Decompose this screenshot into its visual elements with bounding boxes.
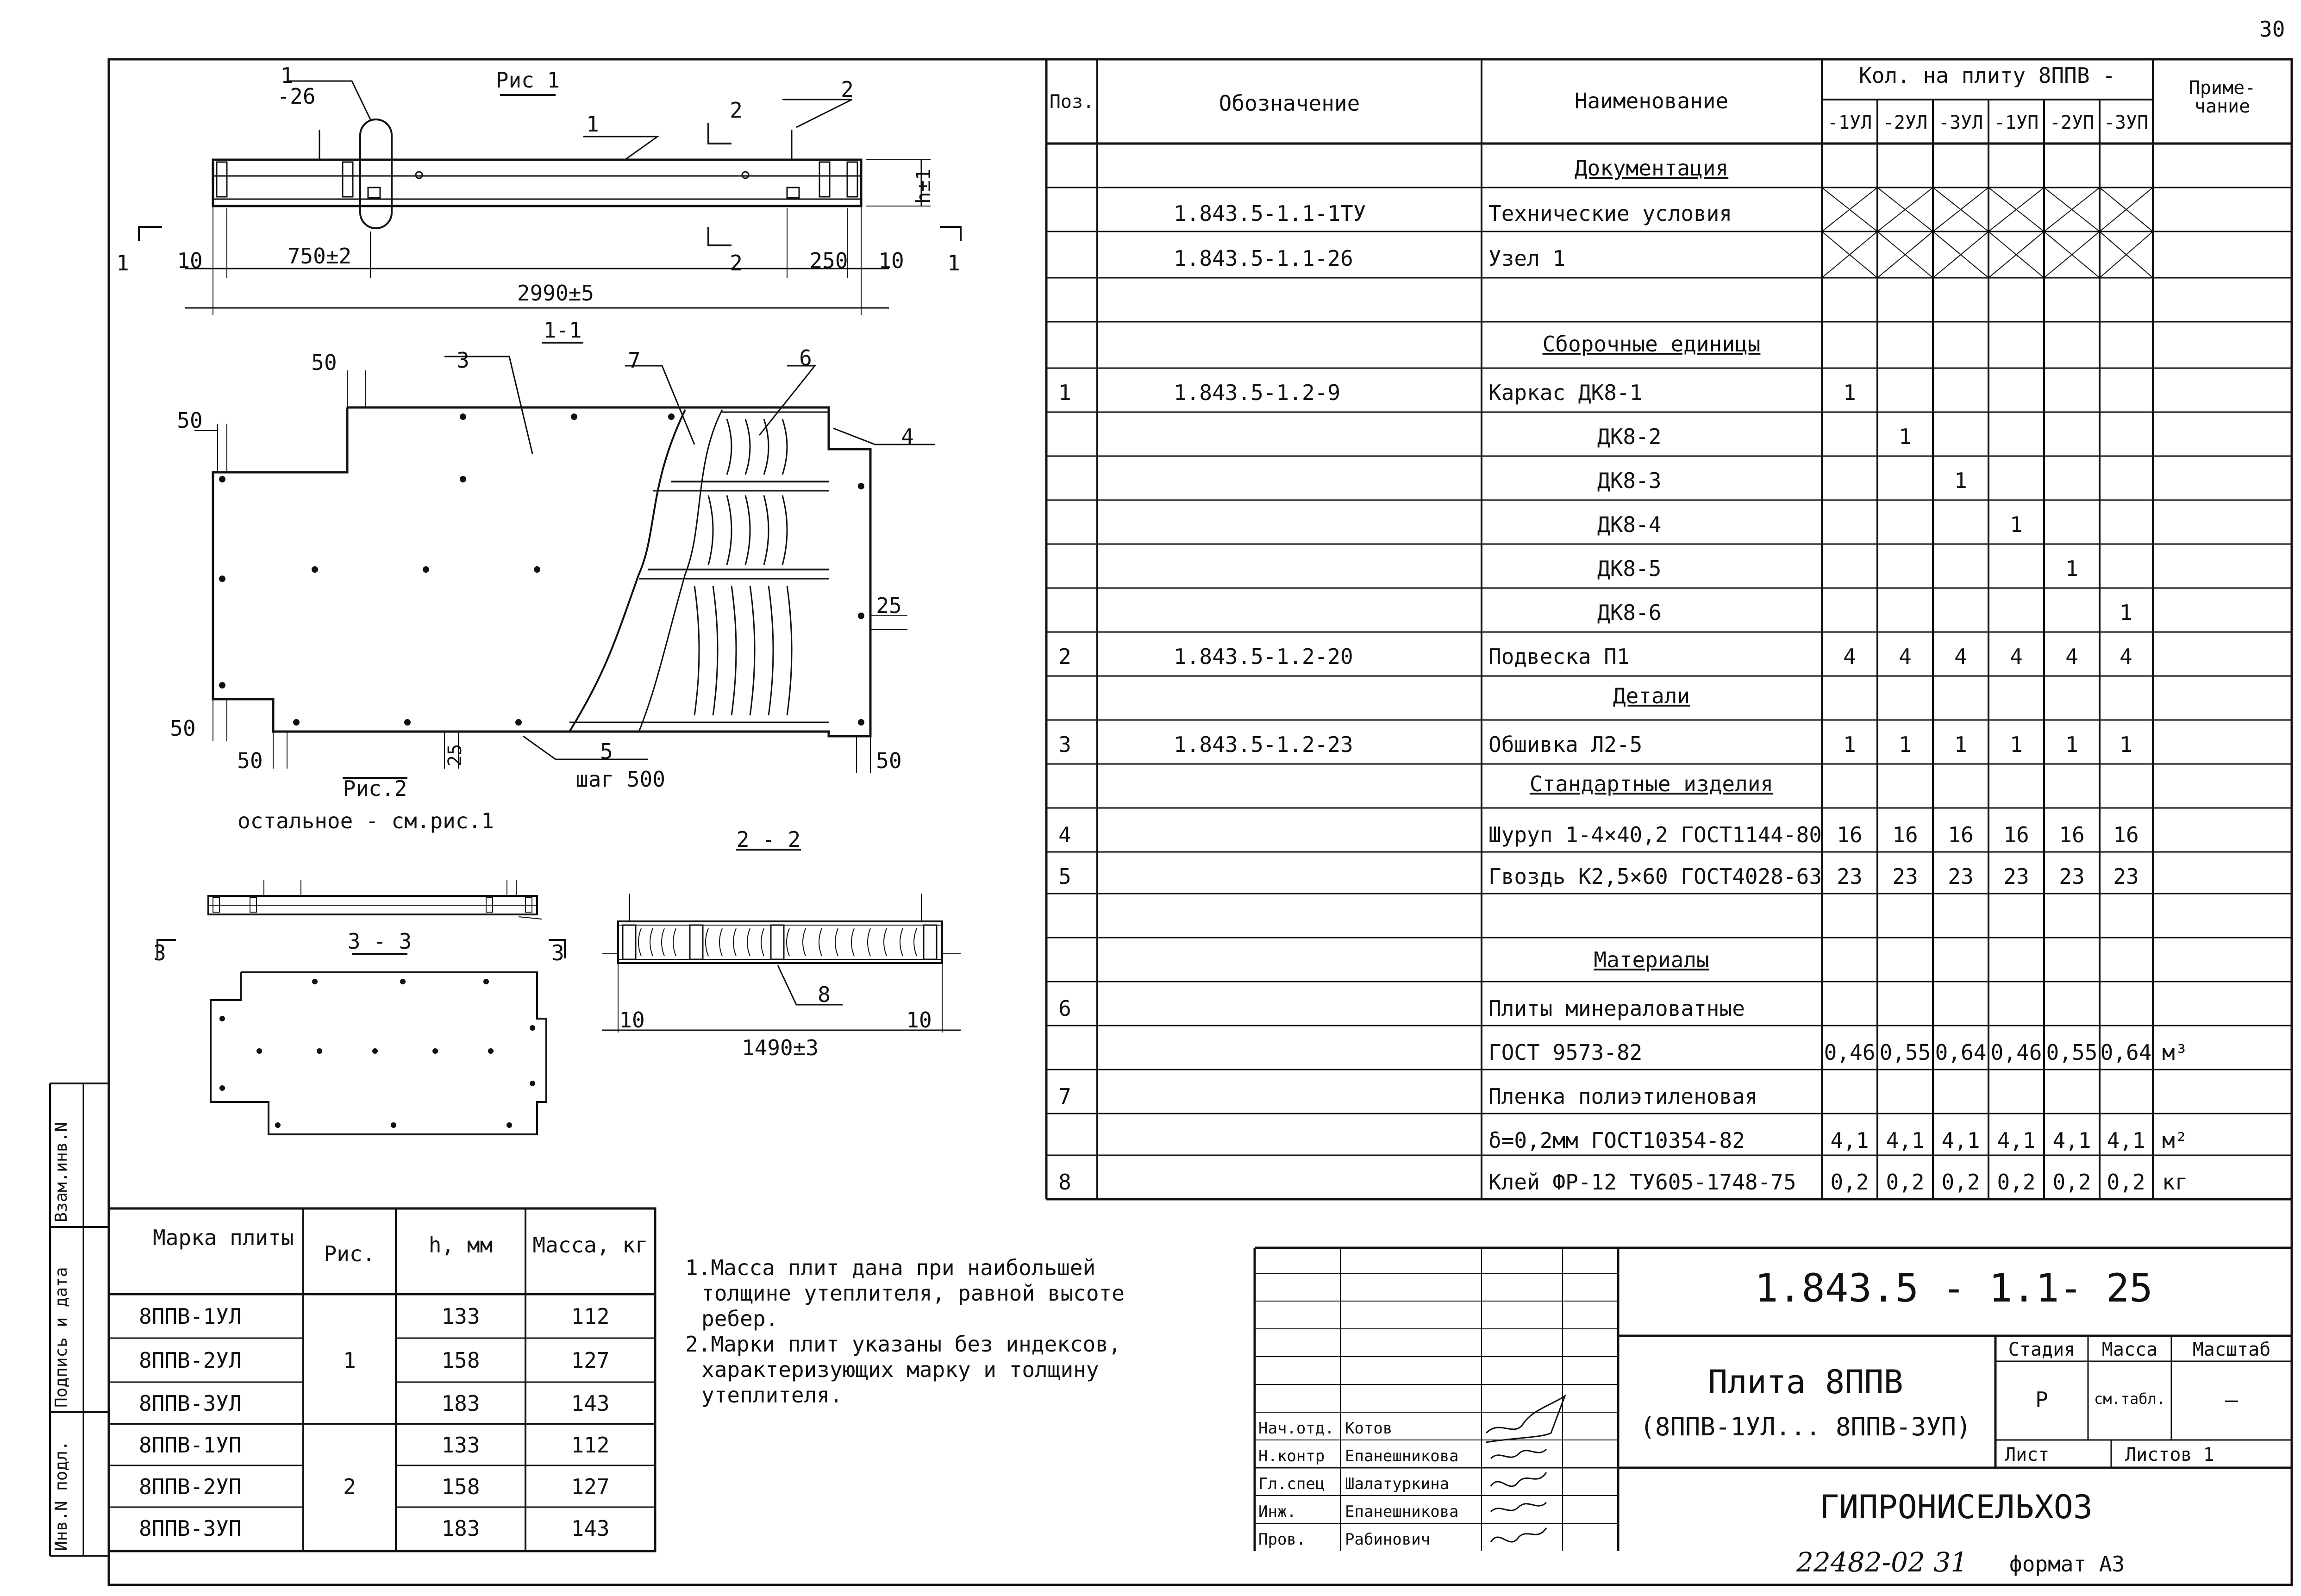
- spec-head-note: Приме- чание: [2188, 77, 2256, 117]
- marks-row-mass: 143: [571, 1391, 610, 1416]
- spec-row-qty: 23: [2113, 864, 2139, 889]
- spec-row-note: кг: [2162, 1170, 2188, 1195]
- sect22-pos-8: 8: [818, 982, 831, 1007]
- fig1-cut-1-right: 1: [947, 250, 960, 275]
- spec-qty-col-header: -2УП: [2049, 112, 2095, 133]
- spec-table-grid: [1046, 59, 2292, 1199]
- spec-row-qty: 1: [1899, 424, 1912, 449]
- marks-row-h: 183: [441, 1516, 480, 1541]
- marks-head-mark: Марка плиты: [153, 1225, 294, 1250]
- marks-row-mark: 8ППВ-1УП: [139, 1433, 242, 1458]
- spec-head-qty: Кол. на плиту 8ППВ -: [1859, 63, 2115, 88]
- spec-row-pos: 3: [1058, 732, 1071, 757]
- spec-row-pos: 8: [1058, 1170, 1071, 1195]
- sect11-dim-50-left: 50: [177, 408, 203, 433]
- spec-row-qty: 1: [2065, 732, 2078, 757]
- spec-row-qty: 0,2: [2052, 1170, 2091, 1195]
- spec-row-pos: 1: [1058, 380, 1071, 405]
- spec-row-qty: 0,55: [1879, 1040, 1931, 1065]
- spec-row-qty: 0,2: [1941, 1170, 1980, 1195]
- spec-row-qty: 4,1: [2107, 1128, 2145, 1153]
- fig1-dim-250: 250: [809, 248, 848, 273]
- sect11-dim-50-bottom: 50: [237, 748, 263, 773]
- sect22-dim-10-right: 10: [906, 1008, 932, 1033]
- format-label: формат А3: [2009, 1552, 2125, 1577]
- fig1-title: Рис 1: [495, 68, 560, 93]
- fig2-elevation: [208, 880, 542, 919]
- marks-row-fig: 2: [343, 1474, 356, 1499]
- fig1-callout-num: 1: [281, 63, 294, 88]
- spec-row-qty: 0,46: [1824, 1040, 1876, 1065]
- tb-sheet-label: Лист: [2005, 1444, 2050, 1465]
- spec-row-qty: 1: [2120, 600, 2132, 625]
- marks-row-mass: 112: [571, 1304, 610, 1329]
- tb-person: Рабинович: [1345, 1530, 1431, 1549]
- marks-row-h: 133: [441, 1433, 480, 1458]
- spec-row-qty: 4,1: [1886, 1128, 1925, 1153]
- sect22-dim-10-left: 10: [619, 1008, 645, 1033]
- spec-row-name: Узел 1: [1488, 246, 1566, 271]
- tb-sheets-label: Листов 1: [2125, 1444, 2214, 1465]
- section-1-1-plan: [194, 343, 935, 778]
- spec-row-pos: 6: [1058, 996, 1071, 1021]
- tb-role: Гл.спец: [1258, 1475, 1325, 1493]
- spec-row-qty: 0,55: [2046, 1040, 2098, 1065]
- sect11-dim-25-bottom: 25: [444, 744, 466, 766]
- spec-head-pos: Поз.: [1049, 91, 1094, 113]
- sect33-cut-right: 3: [551, 940, 564, 965]
- spec-head-name: Наименование: [1574, 88, 1729, 113]
- tb-person: Епанешникова: [1345, 1447, 1459, 1465]
- spec-row-qty: 1: [2120, 732, 2132, 757]
- marks-row-mass: 127: [571, 1348, 610, 1373]
- sect11-pos-5: 5: [600, 739, 613, 764]
- marks-row-mark: 8ППВ-3УП: [139, 1516, 242, 1541]
- section-3-3-plan: [157, 940, 565, 1134]
- spec-row-qty: 4: [2010, 644, 2023, 669]
- spec-row-note: м²: [2162, 1128, 2188, 1153]
- marks-head-fig: Рис.: [324, 1241, 375, 1266]
- spec-row-name: ДК8-2: [1597, 424, 1662, 449]
- section-2-2: [602, 850, 961, 1033]
- spec-row-qty: 1: [2065, 556, 2078, 581]
- note-line: 1.Масса плит дана при наибольшей: [685, 1255, 1096, 1280]
- spec-qty-col-header: -3УЛ: [1938, 112, 1983, 133]
- spec-section-materials: Материалы: [1594, 947, 1709, 972]
- section-1-1-title: 1-1: [543, 318, 582, 343]
- spec-row-name: ДК8-6: [1597, 600, 1662, 625]
- spec-row-qty: 4,1: [1941, 1128, 1980, 1153]
- spec-row-name: Пленка полиэтиленовая: [1488, 1084, 1758, 1109]
- spec-qty-col-header: -1УП: [1994, 112, 2039, 133]
- spec-row-qty: 1: [1843, 732, 1856, 757]
- archive-number: 22482-02 31: [1796, 1546, 1968, 1578]
- side-label-podpis: Подпись и дата: [52, 1267, 71, 1408]
- spec-row-qty: 4,1: [1830, 1128, 1869, 1153]
- sect11-pos-4: 4: [901, 424, 914, 449]
- fig1-cut-2-top: 2: [730, 98, 743, 123]
- spec-row-qty: 4: [1843, 644, 1856, 669]
- fig1-callout-2: 2: [841, 77, 854, 102]
- fig1-dim-10-left: 10: [177, 248, 203, 273]
- marks-row-mass: 127: [571, 1474, 610, 1499]
- marks-row-mass: 112: [571, 1433, 610, 1458]
- marks-head-h: h, мм: [428, 1233, 493, 1258]
- marks-row-h: 133: [441, 1304, 480, 1329]
- spec-row-qty: 23: [1948, 864, 1974, 889]
- tb-mass-value: см.табл.: [2094, 1390, 2166, 1408]
- fig1-dim-10-right: 10: [878, 248, 904, 273]
- spec-row-name: Плиты минераловатные: [1488, 996, 1745, 1021]
- note-line: ребер.: [701, 1306, 779, 1331]
- spec-row-qty: 23: [1892, 864, 1918, 889]
- spec-row-designation: 1.843.5-1.2-20: [1174, 644, 1353, 669]
- spec-row-qty: 1: [1954, 468, 1967, 493]
- spec-row-qty: 4: [1899, 644, 1912, 669]
- spec-row-qty: 16: [1892, 822, 1918, 847]
- spec-row-qty: 1: [2010, 732, 2023, 757]
- tb-person: Епанешникова: [1345, 1502, 1459, 1521]
- spec-row-qty: 1: [1899, 732, 1912, 757]
- marks-row-mark: 8ППВ-2УЛ: [139, 1348, 242, 1373]
- spec-row-qty: 1: [1843, 380, 1856, 405]
- spec-row-note: м³: [2162, 1040, 2188, 1065]
- spec-row-qty: 23: [2003, 864, 2029, 889]
- fig1-dim-overall: 2990±5: [517, 281, 594, 306]
- spec-row-name: Каркас ДК8-1: [1488, 380, 1643, 405]
- fig1-cut-2-bottom: 2: [730, 250, 743, 275]
- spec-row-name: Клей ФР-12 ТУ605-1748-75: [1488, 1170, 1796, 1195]
- spec-row-qty: 16: [1837, 822, 1863, 847]
- sect11-dim-50-br: 50: [876, 748, 902, 773]
- sect11-dim-50-bl: 50: [170, 716, 196, 741]
- fig1-dim-h: h±1: [912, 169, 935, 204]
- spec-row-name: ДК8-3: [1597, 468, 1662, 493]
- side-label-inv: Инв.N подл.: [52, 1440, 71, 1551]
- marks-row-h: 158: [441, 1348, 480, 1373]
- spec-row-qty: 16: [2003, 822, 2029, 847]
- tb-role: Пров.: [1258, 1530, 1306, 1549]
- spec-row-qty: 4: [2065, 644, 2078, 669]
- doc-code: 1.843.5 - 1.1- 25: [1755, 1265, 2153, 1311]
- spec-row-pos: 7: [1058, 1084, 1071, 1109]
- tb-role: Н.контр: [1258, 1447, 1325, 1465]
- spec-section-assembly: Сборочные единицы: [1542, 332, 1761, 357]
- spec-row-name: ДК8-4: [1597, 512, 1662, 537]
- tb-scale-value: —: [2225, 1387, 2238, 1412]
- marks-row-mass: 143: [571, 1516, 610, 1541]
- tb-role: Инж.: [1258, 1502, 1296, 1521]
- title-line2: (8ППВ-1УЛ... 8ППВ-3УП): [1640, 1412, 1971, 1441]
- sect33-cut-left: 3: [153, 940, 166, 965]
- tb-person: Котов: [1345, 1419, 1393, 1438]
- spec-row-qty: 0,2: [2107, 1170, 2145, 1195]
- spec-row-qty: 0,46: [1990, 1040, 2042, 1065]
- sect11-pitch: шаг 500: [575, 767, 665, 792]
- spec-row-qty: 0,64: [2100, 1040, 2152, 1065]
- tb-person: Шалатуркина: [1345, 1475, 1450, 1493]
- spec-row-qty: 4,1: [2052, 1128, 2091, 1153]
- sect22-dim-overall: 1490±3: [741, 1035, 819, 1060]
- fig1-callout-sheet: -26: [277, 84, 316, 109]
- note-line: утеплителя.: [701, 1383, 843, 1408]
- spec-row-qty: 1: [1954, 732, 1967, 757]
- spec-row-qty: 16: [2059, 822, 2085, 847]
- sect11-pos-3: 3: [456, 348, 469, 373]
- marks-head-mass: Масса, кг: [532, 1233, 648, 1258]
- signatures: [1486, 1396, 1565, 1542]
- note-line: 2.Марки плит указаны без индексов,: [685, 1332, 1121, 1357]
- section-2-2-title: 2 - 2: [736, 827, 801, 852]
- spec-section-details: Детали: [1613, 683, 1690, 708]
- marks-row-h: 183: [441, 1391, 480, 1416]
- spec-row-pos: 4: [1058, 822, 1071, 847]
- spec-row-qty: 4,1: [1997, 1128, 2036, 1153]
- spec-row-name: ДК8-5: [1597, 556, 1662, 581]
- spec-row-name: δ=0,2мм ГОСТ10354-82: [1488, 1128, 1745, 1153]
- sect11-dim-50-top: 50: [311, 350, 337, 375]
- spec-qty-col-header: -2УЛ: [1882, 112, 1928, 133]
- spec-row-name: Обшивка Л2-5: [1488, 732, 1643, 757]
- spec-row-qty: 4: [2120, 644, 2132, 669]
- note-line: толщине утеплителя, равной высоте: [701, 1281, 1125, 1306]
- sect11-pos-6: 6: [799, 345, 812, 370]
- tb-organization: ГИПРОНИСЕЛЬХОЗ: [1819, 1488, 2093, 1526]
- side-label-vzam: Взам.инв.N: [52, 1122, 71, 1222]
- spec-row-designation: 1.843.5-1.2-23: [1174, 732, 1353, 757]
- tb-stage-value: Р: [2035, 1387, 2048, 1412]
- spec-head-designation: Обозначение: [1219, 91, 1360, 116]
- spec-section-docs: Документация: [1574, 156, 1729, 181]
- spec-row-name: Подвеска П1: [1488, 644, 1630, 669]
- marks-row-mark: 8ППВ-3УЛ: [139, 1391, 242, 1416]
- spec-row-qty: 16: [2113, 822, 2139, 847]
- spec-row-qty: 1: [2010, 512, 2023, 537]
- fig1-dim-750: 750±2: [287, 244, 352, 269]
- spec-row-pos: 5: [1058, 864, 1071, 889]
- marks-row-mark: 8ППВ-2УП: [139, 1474, 242, 1499]
- spec-row-qty: 4: [1954, 644, 1967, 669]
- tb-role: Нач.отд.: [1258, 1419, 1334, 1438]
- marks-row-h: 158: [441, 1474, 480, 1499]
- spec-row-designation: 1.843.5-1.2-9: [1174, 380, 1341, 405]
- spec-row-designation: 1.843.5-1.1-26: [1174, 246, 1353, 271]
- spec-row-qty: 23: [1837, 864, 1863, 889]
- tb-scale-label: Масштаб: [2192, 1339, 2271, 1360]
- fig2-title: Рис.2: [343, 776, 407, 801]
- spec-row-qty: 0,2: [1997, 1170, 2036, 1195]
- spec-row-pos: 2: [1058, 644, 1071, 669]
- spec-qty-col-header: -1УЛ: [1827, 112, 1872, 133]
- tb-mass-label: Масса: [2101, 1339, 2158, 1360]
- tb-stage-label: Стадия: [2008, 1339, 2076, 1360]
- fig2-note: остальное - см.рис.1: [238, 808, 494, 833]
- spec-row-qty: 23: [2059, 864, 2085, 889]
- spec-row-qty: 0,64: [1935, 1040, 1987, 1065]
- spec-row-qty: 16: [1948, 822, 1974, 847]
- section-3-3-title: 3 - 3: [347, 929, 412, 954]
- marks-row-mark: 8ППВ-1УЛ: [139, 1304, 242, 1329]
- fig1-cut-1-left: 1: [116, 250, 129, 275]
- spec-row-name: Гвоздь К2,5×60 ГОСТ4028-63: [1488, 864, 1822, 889]
- spec-section-standard: Стандартные изделия: [1529, 771, 1774, 796]
- spec-row-designation: 1.843.5-1.1-1ТУ: [1174, 201, 1366, 226]
- sect11-pos-7: 7: [628, 348, 641, 373]
- title-line1: Плита 8ППВ: [1708, 1363, 1903, 1401]
- spec-row-name: Технические условия: [1488, 201, 1732, 226]
- page-number: 30: [2259, 17, 2285, 42]
- marks-row-fig: 1: [343, 1348, 356, 1373]
- spec-row-name: Шуруп 1-4×40,2 ГОСТ1144-80: [1488, 822, 1822, 847]
- spec-qty-col-header: -3УП: [2103, 112, 2149, 133]
- note-line: характеризующих марку и толщину: [701, 1357, 1099, 1382]
- fig1-part-label: 1: [586, 112, 599, 137]
- sect11-dim-25-right: 25: [876, 593, 902, 618]
- spec-row-qty: 0,2: [1830, 1170, 1869, 1195]
- spec-row-qty: 0,2: [1886, 1170, 1925, 1195]
- spec-row-name: ГОСТ 9573-82: [1488, 1040, 1643, 1065]
